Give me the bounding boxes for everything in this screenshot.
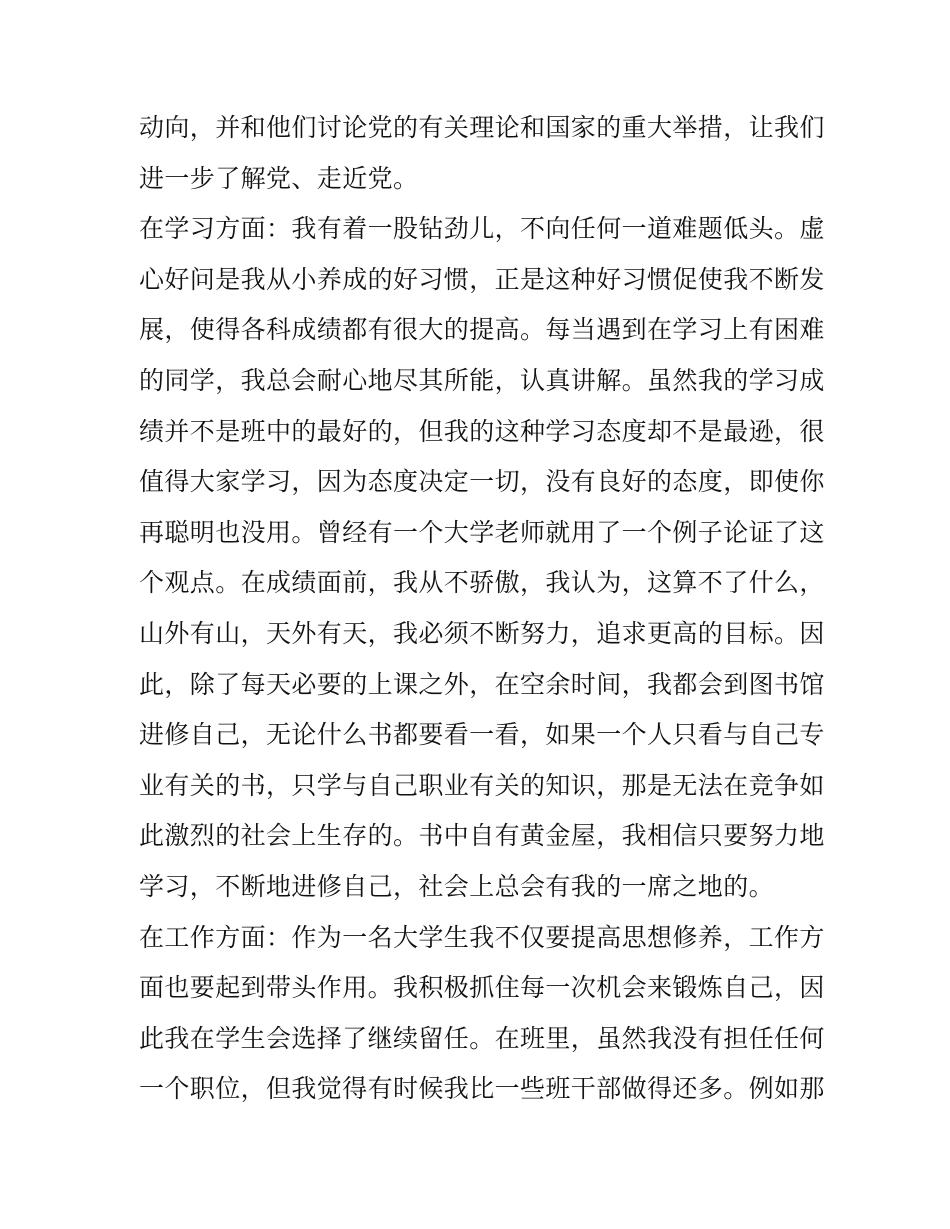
text-line: 的同学，我总会耐心地尽其所能，认真讲解。虽然我的学习成 bbox=[139, 365, 825, 395]
text-line: 值得大家学习，因为态度决定一切，没有良好的态度，即使你 bbox=[139, 467, 825, 497]
text-line: 此我在学生会选择了继续留任。在班里，虽然我没有担任任何 bbox=[139, 1023, 825, 1053]
text-line: 在学习方面：我有着一股钻劲儿，不向任何一道难题低头。虚 bbox=[139, 214, 825, 244]
text-line: 山外有山，天外有天，我必须不断努力，追求更高的目标。因 bbox=[139, 618, 825, 648]
text-line: 此，除了每天必要的上课之外，在空余时间，我都会到图书馆 bbox=[139, 669, 825, 699]
body-text bbox=[139, 103, 825, 1115]
text-line: 再聪明也没用。曾经有一个大学老师就用了一个例子论证了这 bbox=[139, 517, 825, 547]
text-line: 面也要起到带头作用。我积极抓住每一次机会来锻炼自己，因 bbox=[139, 973, 825, 1003]
text-line: 学习，不断地进修自己，社会上总会有我的一席之地的。 bbox=[139, 871, 775, 901]
text-line: 此激烈的社会上生存的。书中自有黄金屋，我相信只要努力地 bbox=[139, 821, 825, 851]
text-line: 心好问是我从小养成的好习惯，正是这种好习惯促使我不断发 bbox=[139, 264, 825, 294]
text-line: 进一步了解党、走近党。 bbox=[139, 163, 419, 193]
text-line: 进修自己，无论什么书都要看一看，如果一个人只看与自己专 bbox=[139, 720, 825, 750]
text-line: 个观点。在成绩面前，我从不骄傲，我认为，这算不了什么， bbox=[139, 568, 825, 598]
text-line: 一个职位，但我觉得有时候我比一些班干部做得还多。例如那 bbox=[139, 1074, 825, 1104]
text-line: 业有关的书，只学与自己职业有关的知识，那是无法在竞争如 bbox=[139, 770, 825, 800]
text-line: 动向，并和他们讨论党的有关理论和国家的重大举措，让我们 bbox=[139, 113, 825, 142]
text-line: 展，使得各科成绩都有很大的提高。每当遇到在学习上有困难 bbox=[139, 315, 825, 345]
text-line: 在工作方面：作为一名大学生我不仅要提高思想修养，工作方 bbox=[139, 922, 825, 952]
text-line: 绩并不是班中的最好的，但我的这种学习态度却不是最逊，很 bbox=[139, 416, 825, 446]
